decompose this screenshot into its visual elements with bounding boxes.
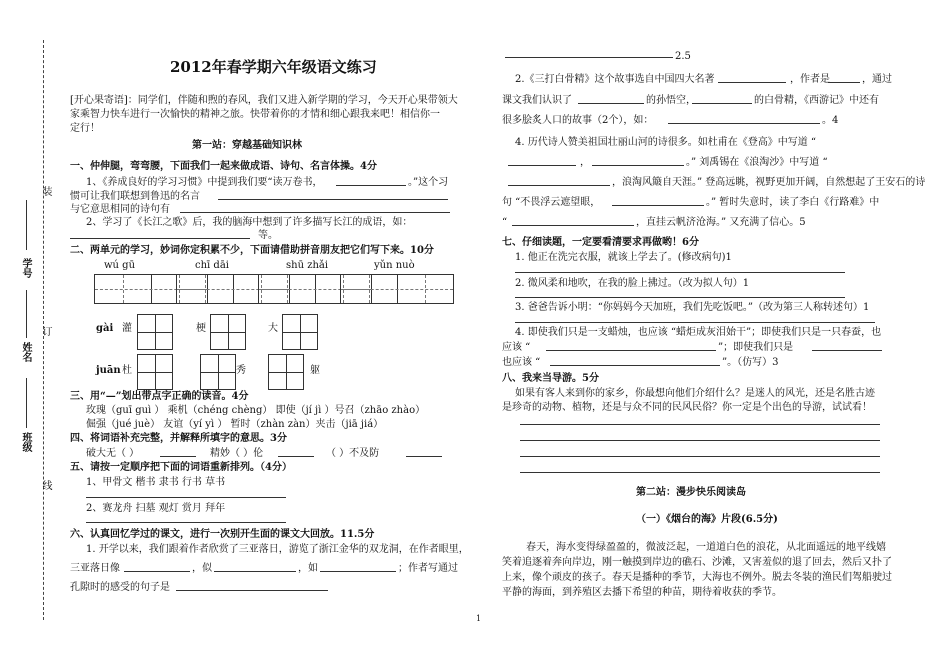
student-number-line (26, 200, 27, 250)
q4-item-3: （ ）不及防 (326, 448, 380, 459)
q1-1-blank-2[interactable] (218, 199, 448, 200)
student-name-label: 姓名 (20, 342, 31, 362)
q7-blank-6[interactable] (550, 365, 720, 366)
gai-pinyin: gài (96, 323, 114, 334)
intro-line-1: [开心果寄语]：同学们，伴随和煦的春风，我们又进入新学期的学习，今天开心果带领大 (70, 95, 458, 106)
q4-blank-3[interactable] (406, 456, 442, 457)
q7-blank-1[interactable] (515, 272, 845, 273)
reading-para-line-3: 上来，像个顽皮的孩子。春天是播种的季节，大海也不例外。脱去冬装的渔民们驾船驶过 (502, 572, 892, 583)
char-grid-juan-1[interactable] (137, 354, 173, 390)
r4-text-e: 。” 暂时失意时，读了李白《行路难》中 (706, 197, 880, 208)
q7-blank-3[interactable] (515, 322, 875, 323)
q5-line-2: 2、赛龙舟 扫墓 观灯 赏月 拜年 (86, 503, 226, 514)
q1-1-text-c: 惯可让我们联想到鲁迅的名言 (70, 191, 200, 202)
r4-text-d: 句 “不畏浮云遮望眼， (502, 197, 601, 208)
q7-item-4c: ”；即使我们只是 (718, 342, 794, 353)
q5-blank-2[interactable] (86, 522, 286, 523)
q6-line-3: 孔隙时的感受的句子是 (70, 582, 170, 593)
r4-blank-2[interactable] (592, 165, 684, 166)
question-7-heading: 七、仔细读题，一定要看清要求再做哟！6分 (502, 237, 699, 248)
q6-blank-2[interactable] (214, 571, 296, 572)
r2-text-e: 的孙悟空， (646, 95, 696, 106)
q4-blank-1[interactable] (160, 456, 196, 457)
q7-item-3: 3. 爸爸告诉小明：“你妈妈今天加班，我们先吃饭吧。”（改为第三人称转述句）1 (515, 302, 870, 313)
page-title: 2012年春学期六年级语文练习 (170, 58, 377, 76)
r2-blank-3[interactable] (578, 103, 644, 104)
question-8-heading: 八、我来当导游。5分 (502, 373, 599, 384)
question-2-heading: 二、两单元的学习，妙词你定积累不少，下面请借助拼音朋友把它们写下来。10分 (70, 245, 434, 256)
q8-line-2: 是珍奇的动物、植物，还是与众不同的民风民俗？你一定是个出色的导游，试试看！ (502, 402, 872, 413)
q5-blank-1[interactable] (86, 497, 286, 498)
q8-answer-line-2[interactable] (520, 440, 880, 441)
juan-pinyin: juān (96, 365, 121, 376)
question-1-heading: 一、仲伸腿，弯弯腰，下面我们一起来做成语、诗句、名言体操。4分 (70, 161, 377, 172)
student-number-label: 学号 (20, 258, 31, 278)
r4-text-b: 。” 刘禹锡在《浪淘沙》中写道 “ (686, 157, 828, 168)
class-label: 班级 (20, 432, 31, 452)
q6-line-2b: ，似 (192, 563, 212, 574)
binding-mark-bottom: 线 (40, 480, 51, 490)
q4-blank-2[interactable] (278, 456, 314, 457)
q7-blank-2[interactable] (515, 297, 845, 298)
q4-item-2: 精妙（ ）伦 (210, 448, 264, 459)
question-5-heading: 五、请按一定顺序把下面的词语重新排列。（4分） (70, 462, 292, 473)
reading-para-line-2: 笑着追逐着奔向岸边，刚一触摸到岸边的礁石、沙滩，又害羞似的退了回去，然后又扑了 (502, 557, 892, 568)
reading-title: （一）《烟台的海》片段(6.5分) (636, 514, 778, 525)
char-grid-juan-2[interactable] (200, 354, 236, 390)
q3-line-1: 玫瑰（guī guì ） 乘机（chéng chèng） 即使（jí jì ）号召（zhāo zhào） (86, 405, 426, 416)
q1-1-blank-1[interactable] (336, 185, 406, 186)
q1-1-text-a: 1、《养成良好的学习习惯》中提到我们要“读万卷书， (86, 177, 323, 188)
station-2-heading: 第二站：漫步快乐阅读岛 (636, 487, 746, 498)
q7-item-4a: 4. 即使我们只是一支蜡烛，也应该 “蜡炬成灰泪始干”；即使我们只是一只春蚕，也 (515, 327, 882, 338)
question-6-heading: 六、认真回忆学过的课文，进行一次别开生面的课文大回放。11.5分 (70, 529, 375, 540)
q8-answer-line-4[interactable] (520, 472, 880, 473)
station-1-heading: 第一站：穿越基础知识林 (192, 140, 302, 151)
q4-item-1: 破大无（ ） (86, 448, 140, 459)
intro-line-2: 家乘智力快车进行一次愉快的精神之旅。快带着你的才情和细心跟我来吧！相信你一 (70, 109, 440, 120)
class-line (26, 378, 27, 428)
reading-para-line-1: 春天，海水变得绿盈盈的，微波泛起，一道道白色的浪花，从北面遥远的地平线嬉 (526, 542, 886, 553)
r2-text-h: 。4 (822, 115, 839, 126)
q6-blank-4[interactable] (176, 590, 328, 591)
q8-answer-line-1[interactable] (520, 424, 880, 425)
q1-1-text-b: 。”这个习 (408, 177, 449, 188)
q1-2-text-b: 等。 (258, 230, 278, 241)
q7-item-4d: 也应该 “ (502, 357, 541, 368)
q1-2-text-a: 2、学习了《长江之歌》后，我的脑海中想到了许多描写长江的成语，如： (86, 217, 413, 228)
juan-word-3: 躯 (310, 365, 320, 376)
page-number: 1 (476, 614, 482, 623)
question-4-heading: 四、将词语补充完整，并解释所填字的意思。3分 (70, 433, 287, 444)
binding-mark-mid: 订 (40, 326, 51, 336)
pinyin-4: yǔn nuò (374, 260, 415, 271)
q5-line-1: 1、甲骨文 楷书 隶书 行书 草书 (86, 477, 226, 488)
q3-line-2: 倔强（jué juè） 友谊（yí yì ） 暂时（zhàn zàn）夹击（jiā jiá） (86, 419, 384, 430)
r-top-blank[interactable] (505, 57, 673, 58)
r4-comma-a: ， (580, 157, 590, 168)
pinyin-3: shū zhǎi (286, 260, 329, 271)
r2-text-c: ，通过 (862, 74, 892, 85)
reading-para-line-4: 平静的海面，到养殖区去播下希望的种苗，期待着收获的季节。 (502, 587, 782, 598)
r2-text-b: ，作者是 (790, 74, 830, 85)
r-top-score: 2.5 (675, 51, 691, 62)
r2-text-f: 的白骨精，《西游记》中还有 (754, 95, 879, 106)
r2-text-d: 课文我们认识了 (502, 95, 572, 106)
juan-word-1: 杜 (122, 365, 132, 376)
gai-word-1: 灌 (122, 323, 132, 334)
gai-word-2: 梗 (196, 323, 206, 334)
r4-blank-1[interactable] (508, 165, 576, 166)
q6-line-1: 1. 开学以来，我们跟着作者欣赏了三亚落日，游览了浙江金华的双龙洞，在作者眼里， (86, 544, 469, 555)
q7-item-1: 1. 他正在洗完衣服，就该上学去了。(修改病句)1 (515, 252, 732, 263)
q8-answer-line-3[interactable] (520, 456, 880, 457)
char-grid-gai-3[interactable] (282, 314, 318, 350)
q6-line-2a: 三亚落日像 (70, 563, 120, 574)
q8-line-1: 如果有客人来到你的家乡，你最想向他们介绍什么？是迷人的风光，还是名胜古迹 (515, 388, 875, 399)
r2-blank-5[interactable] (668, 123, 820, 124)
r4-blank-3[interactable] (508, 185, 610, 186)
question-3-heading: 三、用“—”划出带点字正确的读音。4分 (70, 391, 249, 402)
r2-blank-2[interactable] (828, 82, 860, 83)
q6-line-2d: ；作者写通过 (398, 563, 458, 574)
q1-1-text-d: 与它意思相同的诗句有 (70, 204, 170, 215)
r2-text-a: 2.《三打白骨精》这个故事选自中国四大名著 (515, 74, 715, 85)
pinyin-2: chī dāi (195, 260, 229, 271)
juan-word-2: 秀 (236, 365, 246, 376)
r4-blank-4[interactable] (612, 205, 704, 206)
q7-blank-5[interactable] (812, 350, 882, 351)
q6-blank-1[interactable] (124, 571, 190, 572)
q7-item-4e: ”。（仿写）3 (722, 357, 779, 368)
r4-text-c: ，浪淘风簸自天涯。” 登高远眺，视野更加开阔，自然想起了王安石的诗 (612, 177, 926, 188)
r4-text-f: “ (502, 217, 508, 228)
q1-2-blank[interactable] (70, 238, 250, 239)
q6-blank-3[interactable] (320, 571, 396, 572)
char-grid-gai-2[interactable] (210, 314, 246, 350)
q7-item-4b: 应该 “ (502, 342, 531, 353)
r2-blank-4[interactable] (692, 103, 752, 104)
pinyin-1: wú gū (104, 260, 136, 271)
char-grid-gai-1[interactable] (137, 314, 173, 350)
r2-blank-1[interactable] (718, 82, 786, 83)
r4-blank-5[interactable] (512, 225, 634, 226)
q7-item-2: 2. 微风柔和地吹，在我的脸上拂过。（改为拟人句）1 (515, 278, 750, 289)
pinyin-writing-box-4[interactable] (340, 274, 454, 304)
gai-word-3: 大 (268, 323, 278, 334)
r4-text-a: 4. 历代诗人赞美祖国壮丽山河的诗很多。如杜甫在《登高》中写道 “ (515, 137, 817, 148)
char-grid-juan-3[interactable] (268, 354, 304, 390)
intro-line-3: 定行！ (70, 123, 100, 134)
q7-blank-4[interactable] (546, 350, 716, 351)
q1-1-blank-3[interactable] (180, 212, 450, 213)
student-name-line (26, 290, 27, 338)
binding-mark-top: 装 (40, 186, 51, 196)
r2-text-g: 很多脍炙人口的故事（2个），如： (502, 115, 654, 126)
q6-line-2c: ，如 (298, 563, 318, 574)
r4-text-g: ，直挂云帆济沧海。” 又充满了信心。5 (636, 217, 806, 228)
